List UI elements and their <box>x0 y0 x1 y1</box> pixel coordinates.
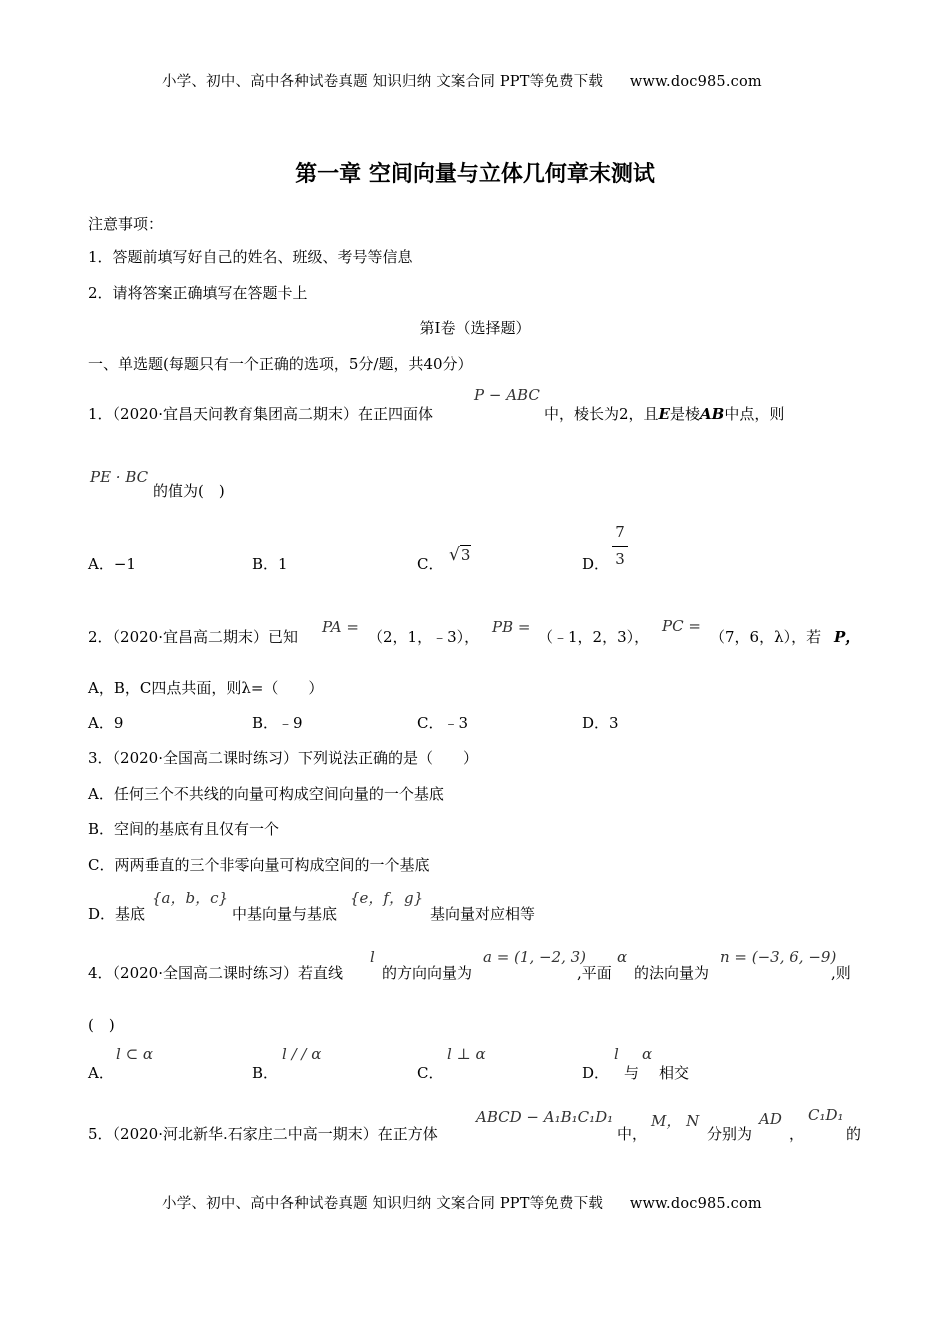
q1-option-a <box>88 553 136 574</box>
q4-mid2: ,平面 <box>577 964 612 982</box>
q1-opt-a-val: −1 <box>113 555 136 573</box>
q2-p-end: P， <box>834 628 861 646</box>
q1-stem <box>544 403 784 424</box>
q4-end: ,则 <box>831 964 851 982</box>
q1-mid2: 是棱 <box>669 405 700 423</box>
q1-opt-c-val: 3 <box>460 546 471 564</box>
q1-opt-c-label: C． <box>417 555 444 573</box>
q2-pa: PA = <box>322 618 359 636</box>
q1-opt-b-label: B． <box>252 555 279 573</box>
q4-opt-d-l: l <box>614 1045 619 1063</box>
q4-mid3: 的法向量为 <box>634 964 710 982</box>
volume-label: 第I卷（选择题） <box>419 319 531 337</box>
header-text: 小学、初中、高中各种试卷真题 知识归纳 文案合同 PPT等免费下载 <box>162 74 604 90</box>
q1-option-b <box>252 553 288 574</box>
q4-opt-a-math: l ⊂ α <box>116 1045 154 1063</box>
q1-prefix: 1．（2020·宜昌天问教育集团高二期末）在正四面体 <box>88 405 433 423</box>
q1-math-tetra: P − ABC <box>474 386 540 404</box>
page-footer <box>162 1192 762 1213</box>
footer-url[interactable]: www.doc985.com <box>629 1196 762 1212</box>
q5-comma: ， <box>789 1125 805 1143</box>
q4-opt-a-label: A． <box>88 1064 114 1082</box>
q2-prefix: 2．（2020·宜昌高二期末）已知 <box>88 628 298 646</box>
q5-cube: ABCD − A₁B₁C₁D₁ <box>476 1108 614 1126</box>
q1-ab: AB <box>700 405 725 423</box>
q3-opt-d-end: 基向量对应相等 <box>430 905 536 923</box>
header-url[interactable]: www.doc985.com <box>629 74 762 90</box>
q1-opt-b-val: 1 <box>278 555 288 573</box>
q1-e: E <box>658 405 670 423</box>
q4-opt-c-math: l ⊥ α <box>447 1045 486 1063</box>
q3-option-b: B．空间的基底有且仅有一个 <box>88 820 280 838</box>
q5-mid2: 分别为 <box>707 1125 753 1143</box>
q4-opt-d-end: 相交 <box>659 1064 690 1082</box>
q2-option-d: D．3 <box>582 714 619 732</box>
q4-alpha: α <box>617 948 628 966</box>
q4-a-vec: a = (1, −2, 3) <box>483 948 587 966</box>
q1-opt-a-label: A． <box>88 555 114 573</box>
q5-mid: 中， <box>617 1125 648 1143</box>
q4-opt-b-label: B． <box>252 1064 279 1082</box>
q2-pb: PB = <box>492 618 531 636</box>
q4-opt-d-alpha: α <box>642 1045 653 1063</box>
q1-opt-d-label: D． <box>582 555 610 573</box>
page-header <box>162 70 762 91</box>
notice-heading: 注意事项： <box>88 215 164 233</box>
q1-frac-den: 3 <box>615 550 625 568</box>
q1-mid: 中，棱长为2，且 <box>544 405 659 423</box>
q3-opt-d-mid: 中基向量与基底 <box>232 905 338 923</box>
q1-end: 中点，则 <box>724 405 785 423</box>
q4-mid: 的方向向量为 <box>382 964 473 982</box>
q4-line2: ( ) <box>88 1016 115 1034</box>
q3-stem: 3．（2020·全国高二课时练习）下列说法正确的是（ ） <box>88 749 478 767</box>
q2-option-b: B．﹣9 <box>252 714 303 732</box>
q1-frac-num: 7 <box>615 523 625 541</box>
q2-option-a: A．9 <box>88 714 124 732</box>
q1-math-dot: PE · BC <box>90 468 149 486</box>
q4-opt-c-label: C． <box>417 1064 444 1082</box>
q2-pc: PC = <box>662 617 701 635</box>
q4-n-vec: n = (−3, 6, −9) <box>720 948 837 966</box>
q4-l: l <box>370 948 375 966</box>
footer-text: 小学、初中、高中各种试卷真题 知识归纳 文案合同 PPT等免费下载 <box>162 1196 604 1212</box>
q5-prefix: 5．（2020·河北新华.石家庄二中高一期末）在正方体 <box>88 1125 438 1143</box>
q5-end: 的 <box>846 1125 862 1143</box>
q5-mn: M， N <box>651 1112 700 1130</box>
q5-ad: AD <box>759 1110 782 1128</box>
q4-opt-d-mid: 与 <box>624 1064 640 1082</box>
q2-pa-val: （2，1，﹣3）， <box>368 628 480 646</box>
q3-opt-d-m2: {e，f，g} <box>350 889 424 907</box>
page-title: 第一章 空间向量与立体几何章末测试 <box>295 161 655 187</box>
q5-c1d1: C₁D₁ <box>808 1106 844 1124</box>
q2-pb-val: （﹣1，2，3）， <box>538 628 650 646</box>
q4-prefix: 4．（2020·全国高二课时练习）若直线 <box>88 964 343 982</box>
notice-item-2: 2．请将答案正确填写在答题卡上 <box>88 284 308 302</box>
q4-opt-b-math: l / / α <box>282 1045 322 1063</box>
section-heading: 一、单选题(每题只有一个正确的选项，5分/题，共40分） <box>88 355 473 373</box>
q3-opt-d-m1: {a，b，c} <box>152 889 229 907</box>
q3-opt-d-pre: D．基底 <box>88 905 146 923</box>
q2-pc-val: （7，6，λ），若 <box>710 628 822 646</box>
notice-item-1: 1．答题前填写好自己的姓名、班级、考号等信息 <box>88 248 413 266</box>
q2-line2: A，B，C四点共面，则λ=（ ） <box>88 679 324 697</box>
q2-option-c: C．﹣3 <box>417 714 469 732</box>
q4-opt-d-label: D． <box>582 1064 610 1082</box>
q3-option-a: A．任何三个不共线的向量可构成空间向量的一个基底 <box>88 785 444 803</box>
q3-option-c: C．两两垂直的三个非零向量可构成空间的一个基底 <box>88 856 430 874</box>
q1-sqrt-icon: √3 <box>449 545 471 565</box>
q1-frac-line <box>612 546 628 547</box>
q1-tail: 的值为( ) <box>153 482 225 500</box>
